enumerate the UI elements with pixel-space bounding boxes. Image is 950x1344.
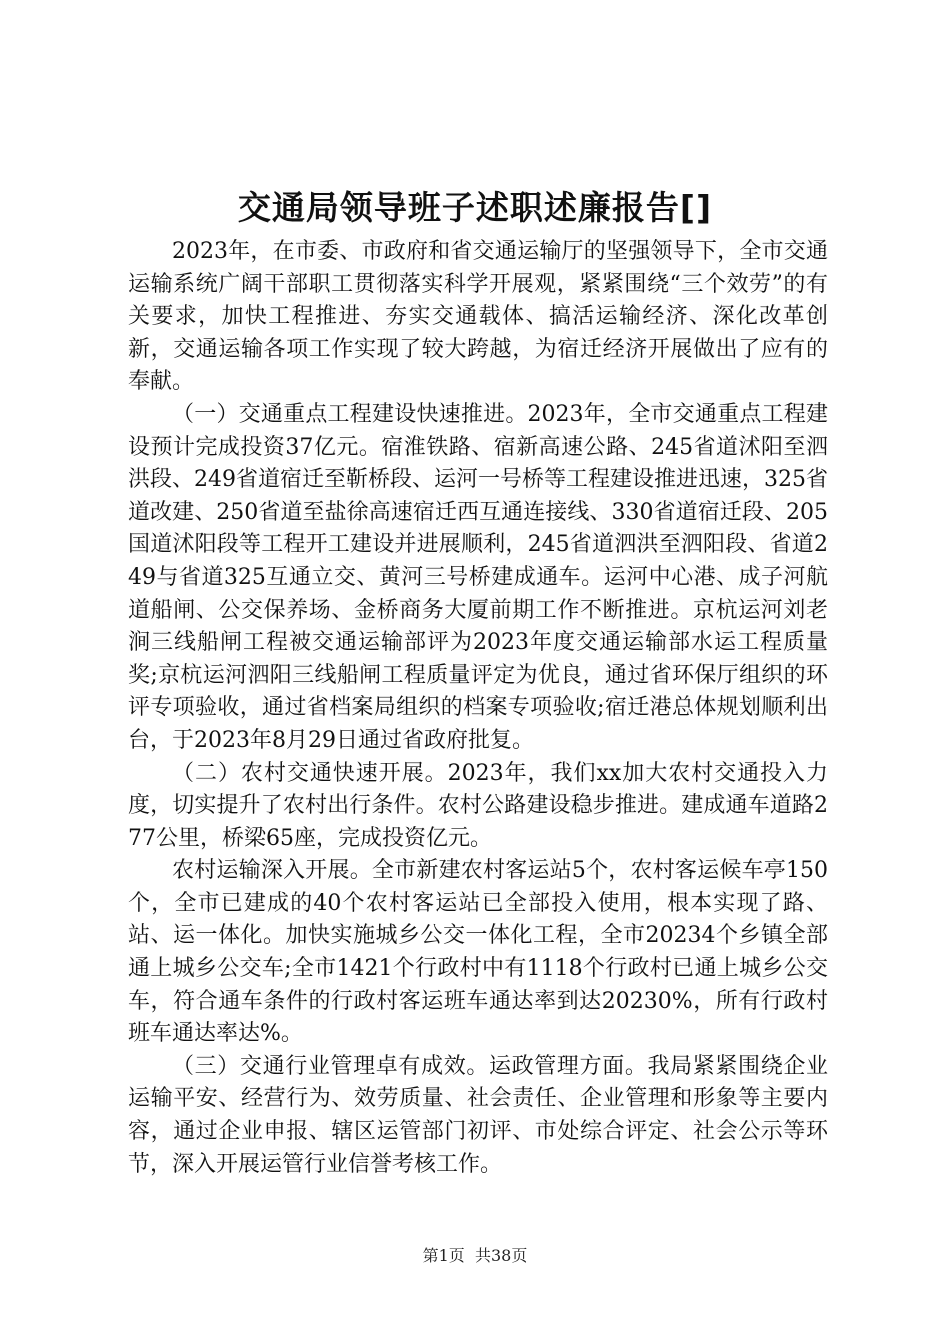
page-number: 第1页 (422, 1246, 465, 1265)
document-body (128, 236, 828, 1181)
page-total: 共38页 (474, 1246, 528, 1265)
paragraph-rural-transit: 农村运输深入开展。全市新建农村客运站5个，农村客运候车亭150个，全市已建成的40个农村客运站已全部投入使用，根本实现了路、站、运一体化。加快实施城乡公交一体化工程，全市20234个乡镇全部通上城乡公交车;全市1421个行政村中有1118个行政村已通上城乡公交车，符合通车条件的行政村客运班车通达率到达20230%，所有行政村班车通达率达%。 (128, 858, 828, 1047)
paragraph-key-projects: （一）交通重点工程建设快速推进。2023年，全市交通重点工程建设预计完成投资37亿元。宿淮铁路、宿新高速公路、245省道沭阳至泗洪段、249省道宿迁至靳桥段、运河一号桥等工程建设推进迅速，325省道改建、250省道至盐徐高速宿迁西互通连接线、330省道宿迁段、205国道沭阳段等工程开工建设并进展顺利，245省道泗洪至泗阳段、省道249与省道325互通立交、黄河三号桥建成通车。运河中心港、成子河航道船闸、公交保养场、金桥商务大厦前期工作不断推进。京杭运河刘老涧三线船闸工程被交通运输部评为2023年度交通运输部水运工程质量奖;京杭运河泗阳三线船闸工程质量评定为优良，通过省环保厅组织的环评专项验收，通过省档案局组织的档案专项验收;宿迁港总体规划顺利出台，于2023年8月29日通过省政府批复。 (128, 401, 828, 753)
page-footer (0, 1245, 950, 1267)
paragraph-industry-management: （三）交通行业管理卓有成效。运政管理方面。我局紧紧围绕企业运输平安、经营行为、效劳质量、社会责任、企业管理和形象等主要内容，通过企业申报、辖区运管部门初评、市处综合评定、社会公示等环节，深入开展运管行业信誉考核工作。 (128, 1053, 828, 1177)
paragraph-rural-transport: （二）农村交通快速开展。2023年，我们xx加大农村交通投入力度，切实提升了农村出行条件。农村公路建设稳步推进。建成通车道路277公里，桥梁65座，完成投资亿元。 (128, 760, 828, 851)
paragraph-intro: 2023年，在市委、市政府和省交通运输厅的坚强领导下，全市交通运输系统广阔干部职工贯彻落实科学开展观，紧紧围绕“三个效劳”的有关要求，加快工程推进、夯实交通载体、搞活运输经济、深化改革创新，交通运输各项工作实现了较大跨越，为宿迁经济开展做出了应有的奉献。 (128, 239, 828, 395)
document-title: 交通局领导班子述职述廉报告[] (237, 188, 713, 227)
